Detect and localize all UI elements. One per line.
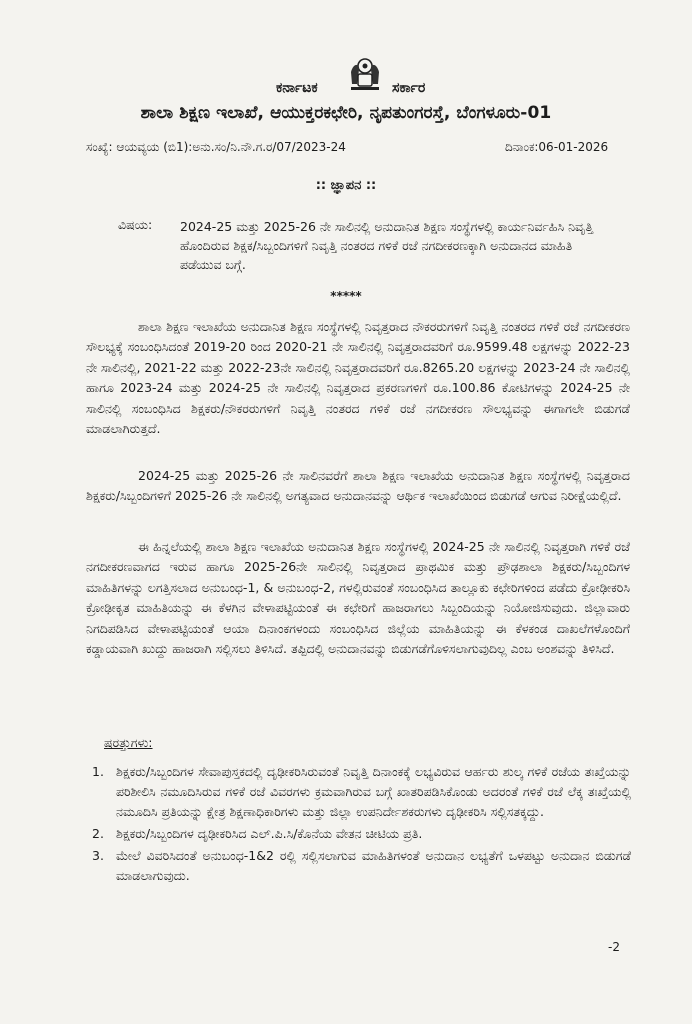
- body-paragraph: 2024-25 ಮತ್ತು 2025-26 ನೇ ಸಾಲಿನವರೆಗೆ ಶಾಲಾ ಶಿಕ್ಷಣ ಇಲಾಖೆಯ ಅನುದಾನಿತ ಶಿಕ್ಷಣ ಸಂಸ್ಥೆಗಳಲ್ಲಿ ನಿವೃತ್ತರಾದ ಶಿಕ್ಷಕರು/ಸಿಬ್ಬಂದಿಗಳಿಗೆ 2025-26 ನೇ ಸಾಲಿನಲ್ಲಿ ಅಗತ್ಯವಾದ ಅನುದಾನವನ್ನು ಆರ್ಥಿಕ ಇಲಾಖೆಯಿಂದ ಬಿಡುಗಡೆ ಆಗುವ ನಿರೀಕ್ಷೆಯಲ್ಲಿದೆ.: [86, 468, 630, 504]
- condition-item: [86, 846, 631, 886]
- condition-text: ಶಿಕ್ಷಕರು/ಸಿಬ್ಬಂದಿಗಳ ದೃಢೀಕರಿಸಿದ ಎಲ್.ಪಿ.ಸಿ/ಕೊನೆಯ ವೇತನ ಚೀಟಿಯ ಪ್ರತಿ.: [116, 826, 423, 841]
- document-date: ದಿನಾಂಕ:06-01-2026: [505, 140, 609, 154]
- conditions-list: [86, 762, 631, 888]
- condition-text: ಶಿಕ್ಷಕರು/ಸಿಬ್ಬಂದಿಗಳ ಸೇವಾಪುಸ್ತಕದಲ್ಲಿ ದೃಢೀಕರಿಸಿರುವಂತೆ ನಿವೃತ್ತಿ ದಿನಾಂಕಕ್ಕೆ ಲಭ್ಯವಿರುವ ಆರ್ಹರು ಶುಲ್ಕ ಗಳಿಕೆ ರಜೆಯ ತಃಖ್ತೆಯನ್ನು ಪರಿಶೀಲಿಸಿ ನಮೂದಿಸಿರುವ ಗಳಿಕೆ ರಜೆ ವಿವರಗಳು ಕ್ರಮವಾಗಿರುವ ಬಗ್ಗೆ ಖಾತರಿಪಡಿಸಿಕೊಂಡು ಅದರಂತೆ ಗಳಿಕೆ ರಜೆ ಲೆಕ್ಕ ತಃಖ್ತೆಯಲ್ಲಿ ನಮೂದಿಸಿ ಪ್ರತಿಯನ್ನು ಕ್ಷೇತ್ರ ಶಿಕ್ಷಣಾಧಿಕಾರಿಗಳು ಮತ್ತು ಜಿಲ್ಲಾ ಉಪನಿರ್ದೇಶಕರುಗಳು ದೃಢೀಕರಿಸಿ ಸಲ್ಲಿಸತಕ್ಕದ್ದು.: [116, 764, 631, 819]
- body-paragraph: ಈ ಹಿನ್ನಲೆಯಲ್ಲಿ ಶಾಲಾ ಶಿಕ್ಷಣ ಇಲಾಖೆಯ ಅನುದಾನಿತ ಶಿಕ್ಷಣ ಸಂಸ್ಥೆಗಳಲ್ಲಿ 2024-25 ನೇ ಸಾಲಿನಲ್ಲಿ ನಿವೃತ್ತರಾಗಿ ಗಳಿಕೆ ರಜೆ ನಗದೀಕರಣವಾಗದ ಇರುವ ಹಾಗೂ 2025-26ನೇ ಸಾಲಿನಲ್ಲಿ ನಿವೃತ್ತರಾದ ಪ್ರಾಥಮಿಕ ಮತ್ತು ಪ್ರೌಢಶಾಲಾ ಶಿಕ್ಷಕರು/ಸಿಬ್ಬಂದಿಗಳ ಮಾಹಿತಿಗಳನ್ನು ಲಗತ್ತಿಸಲಾದ ಅನುಬಂಧ-1, & ಅನುಬಂಧ-2, ಗಳಲ್ಲಿರುವಂತೆ ಸಂಬಂಧಿಸಿದ ತಾಲ್ಲೂಕು ಕಛೇರಿಗಳಿಂದ ಪಡೆದು ಕ್ರೋಢೀಕರಿಸಿ ಕ್ರೋಢೀಕೃತ ಮಾಹಿತಿಯನ್ನು ಈ ಕೆಳಗಿನ ವೇಳಾಪಟ್ಟಿಯಂತೆ ಈ ಕಛೇರಿಗೆ ಹಾಜರಾಗಲು ಸಿಬ್ಬಂದಿಯನ್ನು ನಿಯೋಜಿಸುವುದು. ಜಿಲ್ಲಾವಾರು ನಿಗದಿಪಡಿಸಿದ ವೇಳಾಪಟ್ಟಿಯಂತೆ ಆಯಾ ದಿನಾಂಕಗಳಂದು ಸಂಬಂಧಿಸಿದ ಜಿಲ್ಲೆಯ ಮಾಹಿತಿಯನ್ನು ಈ ಕೆಳಕಂಡ ದಾಖಲೆಗಳೊಂದಿಗೆ ಕಡ್ಡಾಯವಾಗಿ ಖುದ್ದು ಹಾಜರಾಗಿ ಸಲ್ಲಿಸಲು ತಿಳಿಸಿದೆ. ತಪ್ಪಿದಲ್ಲಿ ಅನುದಾನವನ್ನು ಬಿಡುಗಡೆಗೊಳಿಸಲಾಗುವುದಿಲ್ಲ ಎಂಬ ಅಂಶವನ್ನು ತಿಳಿಸಿದೆ.: [86, 539, 630, 657]
- office-address: ಶಾಲಾ ಶಿಕ್ಷಣ ಇಲಾಖೆ, ಆಯುಕ್ತರಕಛೇರಿ, ನೃಪತುಂಗರಸ್ತೆ, ಬೆಂಗಳೂರು-01: [140, 103, 552, 123]
- condition-item: [86, 824, 631, 844]
- header-govt-label: ಸರ್ಕಾರ: [392, 80, 426, 96]
- condition-number: 3.: [92, 848, 104, 863]
- page-number: -2: [608, 940, 620, 954]
- condition-item: [86, 762, 631, 822]
- reference-number: ಸಂಖ್ಯೆ: ಆಯವ್ಯಯ (ಬಿ1):ಅನು.ಸಂ/ನಿ.ನೌ.ಗ.ರ/07/2023-24: [86, 140, 346, 154]
- condition-number: 2.: [92, 826, 104, 841]
- condition-number: 1.: [92, 764, 104, 779]
- header-state-label: ಕರ್ನಾಟಕ: [276, 80, 318, 96]
- body-paragraph: ಶಾಲಾ ಶಿಕ್ಷಣ ಇಲಾಖೆಯ ಅನುದಾನಿತ ಶಿಕ್ಷಣ ಸಂಸ್ಥೆಗಳಲ್ಲಿ ನಿವೃತ್ತರಾದ ನೌಕರರುಗಳಿಗೆ ನಿವೃತ್ತಿ ನಂತರದ ಗಳಿಕೆ ರಜೆ ನಗದೀಕರಣ ಸೌಲಭ್ಯಕ್ಕೆ ಸಂಬಂಧಿಸಿದಂತೆ 2019-20 ರಿಂದ 2020-21 ನೇ ಸಾಲಿನಲ್ಲಿ ನಿವೃತ್ತರಾದವರಿಗೆ ರೂ.9599.48 ಲಕ್ಷಗಳನ್ನು 2022-23 ನೇ ಸಾಲಿನಲ್ಲಿ, 2021-22 ಮತ್ತು 2022-23ನೇ ಸಾಲಿನಲ್ಲಿ ನಿವೃತ್ತರಾದವರಿಗೆ ರೂ.8265.20 ಲಕ್ಷಗಳನ್ನು 2023-24 ನೇ ಸಾಲಿನಲ್ಲಿ ಹಾಗೂ 2023-24 ಮತ್ತು 2024-25 ನೇ ಸಾಲಿನಲ್ಲಿ ನಿವೃತ್ತರಾದ ಪ್ರಕರಣಗಳಿಗೆ ರೂ.100.86 ಕೋಟಿಗಳನ್ನು 2024-25 ನೇ ಸಾಲಿನಲ್ಲಿ ಸಂಬಂಧಿಸಿದ ಶಿಕ್ಷಕರು/ನೌಕರರುಗಳಿಗೆ ನಿವೃತ್ತಿ ನಂತರದ ಗಳಿಕೆ ರಜೆ ನಗದೀಕರಣ ಸೌಲಭ್ಯವನ್ನು ಈಗಾಗಲೇ ಬಿಡುಗಡೆ ಮಾಡಲಾಗಿರುತ್ತದೆ.: [86, 319, 630, 437]
- state-emblem-icon: [343, 54, 387, 94]
- subject-text: 2024-25 ಮತ್ತು 2025-26 ನೇ ಸಾಲಿನಲ್ಲಿ ಅನುದಾನಿತ ಶಿಕ್ಷಣ ಸಂಸ್ಥೆಗಳಲ್ಲಿ ಕಾರ್ಯನಿರ್ವಹಿಸಿ ನಿವೃತ್ತಿ ಹೊಂದಿರುವ ಶಿಕ್ಷಕ/ಸಿಬ್ಬಂದಿಗಳಿಗೆ ನಿವೃತ್ತಿ ನಂತರದ ಗಳಿಕೆ ರಜೆ ನಗದೀಕರಣಕ್ಕಾಗಿ ಅನುದಾನದ ಮಾಹಿತಿ ಪಡೆಯುವ ಬಗ್ಗೆ.: [180, 219, 594, 272]
- section-separator: *****: [330, 289, 362, 303]
- condition-text: ಮೇಲೆ ವಿವರಿಸಿದಂತೆ ಅನುಬಂಧ-1&2 ರಲ್ಲಿ ಸಲ್ಲಿಸಲಾಗುವ ಮಾಹಿತಿಗಳಂತೆ ಅನುದಾನ ಲಭ್ಯತೆಗೆ ಒಳಪಟ್ಟು ಅನುದಾನ ಬಿಡುಗಡೆ ಮಾಡಲಾಗುವುದು.: [116, 848, 631, 883]
- conditions-heading: ಷರತ್ತುಗಳು:: [104, 735, 153, 750]
- subject-label: ವಿಷಯ:: [118, 217, 153, 232]
- document-title: :: ಜ್ಞಾಪನ ::: [315, 178, 377, 193]
